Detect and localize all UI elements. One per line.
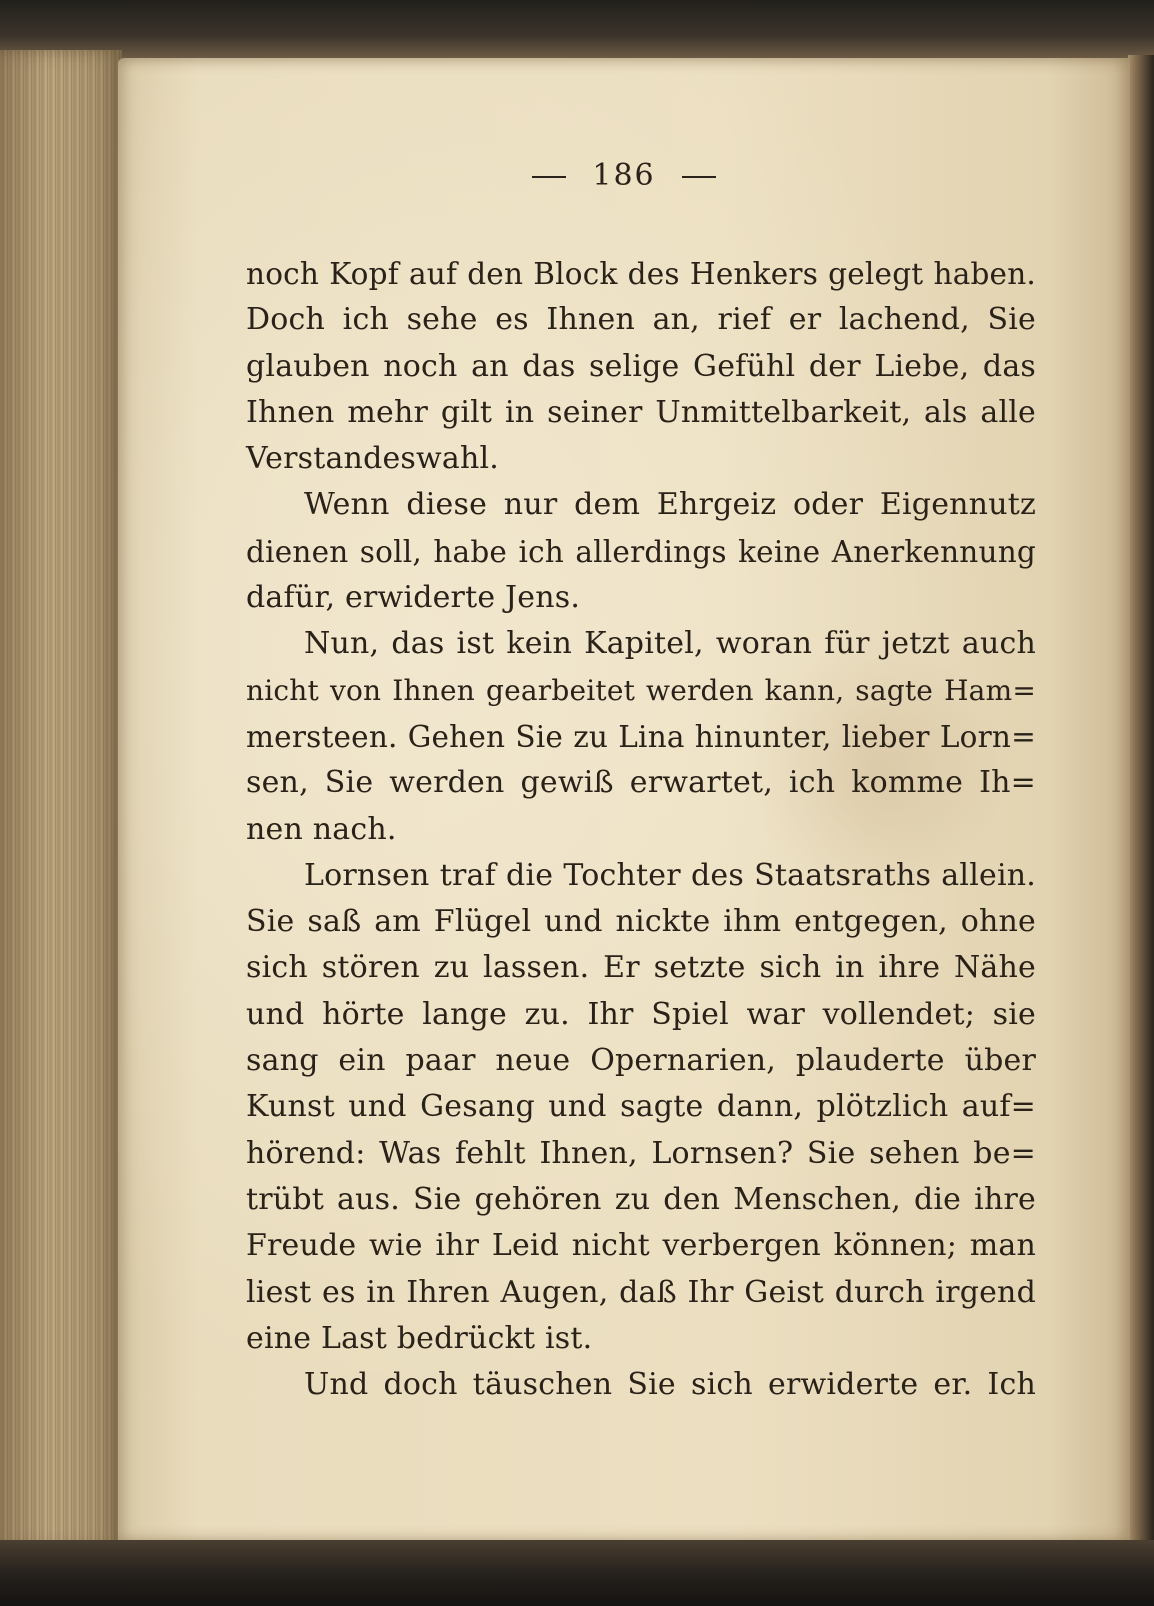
text-line: mersteen. Gehen Sie zu Lina hinunter, lieber Lorn= xyxy=(246,719,1036,754)
page-number xyxy=(118,158,1130,193)
text-line: sen, Sie werden gewiß erwartet, ich komme Ih= xyxy=(246,765,1036,801)
text-line: Lornsen traf die Tochter des Staatsraths allein. xyxy=(304,857,1036,893)
book-right-edge xyxy=(1128,55,1154,1545)
text-line: Verstandeswahl. xyxy=(246,441,500,477)
dash-left xyxy=(532,176,566,178)
text-line: und hörte lange zu. Ihr Spiel war vollendet; sie xyxy=(246,996,1036,1032)
dash-right xyxy=(682,176,716,178)
text-line: sich stören zu lassen. Er setzte sich in ihre Nähe xyxy=(246,950,1036,986)
text-line: sang ein paar neue Opernarien, plauderte über xyxy=(246,1043,1036,1079)
text-line: dafür, erwiderte Jens. xyxy=(246,580,581,616)
text-line: glauben noch an das selige Gefühl der Liebe, das xyxy=(246,348,1036,384)
text-line: Nun, das ist kein Kapitel, woran für jetzt auch xyxy=(304,626,1036,662)
text-line: nen nach. xyxy=(246,811,397,847)
text-line: Kunst und Gesang und sagte dann, plötzlich auf= xyxy=(246,1089,1036,1125)
scan-bottom-border xyxy=(0,1540,1154,1606)
scan-top-border xyxy=(0,0,1154,58)
text-line: Doch ich sehe es Ihnen an, rief er lachend, Sie xyxy=(246,302,1036,338)
text-line: eine Last bedrückt ist. xyxy=(246,1320,593,1356)
text-line: Freude wie ihr Leid nicht verbergen können; man xyxy=(246,1228,1036,1264)
book-page xyxy=(118,58,1130,1542)
text-line: trübt aus. Sie gehören zu den Menschen, die ihre xyxy=(246,1181,1036,1217)
text-line: nicht von Ihnen gearbeitet werden kann, sagte Ham= xyxy=(246,673,1036,707)
body-text xyxy=(246,251,1036,1408)
text-line: dienen soll, habe ich allerdings keine Anerkennung xyxy=(246,534,1036,569)
book-page-edges xyxy=(0,50,122,1550)
text-line: Wenn diese nur dem Ehrgeiz oder Eigennutz xyxy=(304,487,1036,523)
page-number-value: 186 xyxy=(592,158,656,193)
text-line: hörend: Was fehlt Ihnen, Lornsen? Sie sehen be= xyxy=(246,1135,1036,1171)
text-line: noch Kopf auf den Block des Henkers gelegt haben. xyxy=(246,257,1036,291)
text-line: liest es in Ihren Augen, daß Ihr Geist durch irgend xyxy=(246,1274,1036,1310)
text-line: Und doch täuschen Sie sich erwiderte er. Ich xyxy=(304,1367,1036,1403)
text-line: Ihnen mehr gilt in seiner Unmittelbarkeit, als alle xyxy=(246,394,1036,430)
text-line: Sie saß am Flügel und nickte ihm entgegen, ohne xyxy=(246,904,1036,940)
